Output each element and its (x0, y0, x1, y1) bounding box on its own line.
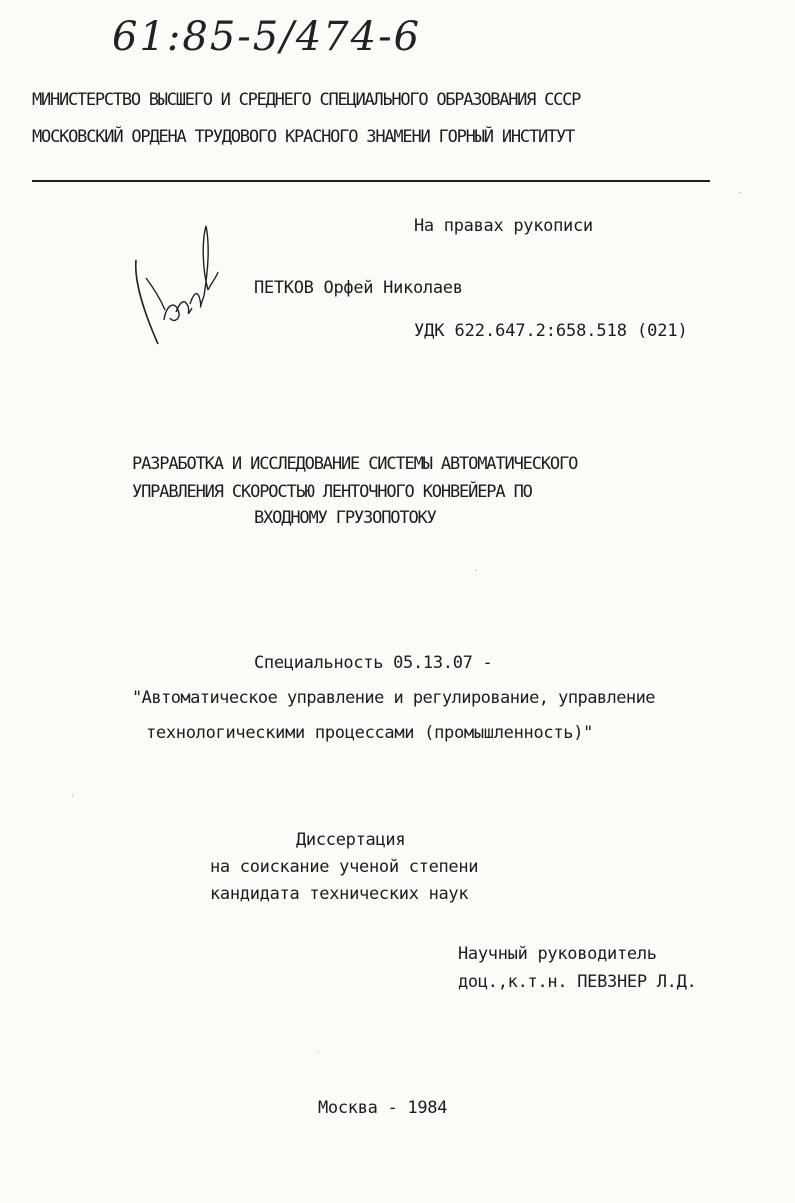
specialty-code: Специальность 05.13.07 - (254, 653, 493, 673)
title-line-1: РАЗРАБОТКА И ИССЛЕДОВАНИЕ СИСТЕМЫ АВТОМАТИЧЕСКОГО (132, 454, 578, 474)
author-name: ПЕТКОВ Орфей Николаев (254, 278, 463, 298)
degree-purpose: на соискание ученой степени (210, 857, 479, 877)
dissertation-label: Диссертация (296, 830, 406, 850)
scan-speck (740, 192, 741, 193)
city-and-year: Москва - 1984 (318, 1098, 448, 1118)
handwritten-archive-code: 61:85-5/474-6 (112, 14, 422, 60)
ministry-header: МИНИСТЕРСТВО ВЫСШЕГО И СРЕДНЕГО СПЕЦИАЛЬНОГО ОБРАЗОВАНИЯ СССР (32, 90, 581, 110)
manuscript-rights-note: На правах рукописи (414, 216, 593, 236)
scan-speck (318, 1052, 319, 1053)
scan-speck (72, 795, 73, 796)
degree-name: кандидата технических наук (210, 884, 469, 904)
supervisor-name: доц.,к.т.н. ПЕВЗНЕР Л.Д. (458, 972, 697, 992)
supervisor-label: Научный руководитель (458, 944, 657, 964)
scan-speck (475, 570, 476, 571)
title-line-2: УПРАВЛЕНИЯ СКОРОСТЬЮ ЛЕНТОЧНОГО КОНВЕЙЕРА ПО (132, 482, 532, 502)
udc-code: УДК 622.647.2:658.518 (021) (414, 321, 688, 341)
title-line-3: ВХОДНОМУ ГРУЗОПОТОКУ (254, 508, 436, 528)
header-divider (32, 180, 710, 182)
specialty-name-line-2: технологическими процессами (промышленность)" (146, 723, 594, 743)
specialty-name-line-1: "Автоматическое управление и регулирование, управление (132, 688, 655, 708)
handwritten-signature (130, 220, 240, 360)
institute-header: МОСКОВСКИЙ ОРДЕНА ТРУДОВОГО КРАСНОГО ЗНАМЕНИ ГОРНЫЙ ИНСТИТУТ (32, 127, 575, 147)
